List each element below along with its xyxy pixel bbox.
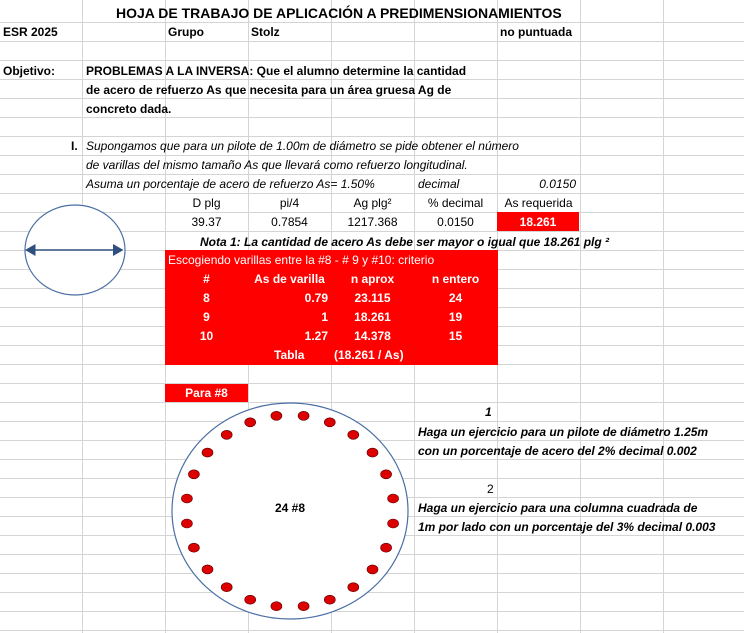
bars-cell: 0.79 [304, 291, 328, 305]
rebar-bar [388, 494, 399, 503]
rebar-bar [367, 448, 378, 457]
bars-cell: 19 [448, 310, 463, 324]
bars-cell: 1.27 [304, 329, 328, 343]
rebar-bar [367, 565, 378, 574]
objective-line-1: PROBLEMAS A LA INVERSA: Que el alumno determine la cantidad [86, 64, 467, 78]
course-label: ESR 2025 [3, 25, 58, 39]
sheet-title: HOJA DE TRABAJO DE APLICACIÓN A PREDIMENSIONAMIENTOS [116, 5, 562, 21]
exercise-line: con un porcentaje de acero del 2% decimal 0.002 [418, 444, 697, 458]
problem-number: I. [71, 139, 78, 153]
calc-header: As requerida [504, 196, 573, 210]
rebar-bar [381, 470, 392, 479]
exercise-line: Haga un ejercicio para un pilote de diámetro 1.25m [418, 425, 709, 439]
bars-cell: 24 [448, 291, 463, 305]
calc-header: pi/4 [279, 196, 300, 210]
rebar-bar [324, 595, 335, 604]
rebar-bar [324, 418, 335, 427]
rebar-bar [202, 565, 213, 574]
group-label: Grupo [168, 25, 204, 39]
rebar-bar [298, 411, 309, 420]
rebar-bar [221, 583, 232, 592]
rebar-bar [388, 519, 399, 528]
note-1: Nota 1: La cantidad de acero As debe ser mayor o igual que 18.261 plg ² [200, 235, 610, 249]
calc-value: 0.0150 [437, 215, 474, 229]
problem-line-3: Asuma un porcentaje de acero de refuerzo As= 1.50% [86, 177, 375, 191]
rebar-bar [181, 519, 192, 528]
rebar-bar [298, 602, 309, 611]
exercise-number: 2 [487, 482, 494, 496]
rebar-bar [381, 543, 392, 552]
rebar-bar [245, 595, 256, 604]
exercise-line: Haga un ejercicio para una columna cuadrada de [418, 501, 698, 515]
bars-cell: 8 [203, 291, 210, 305]
calc-value: 0.7854 [271, 215, 308, 229]
bars-footer-label: Tabla [274, 348, 305, 362]
bars-table-title: Escogiendo varillas entre la #8 - # 9 y #10: criterio [168, 253, 435, 267]
rebar-bar [271, 411, 282, 420]
exercise-number: 1 [485, 405, 492, 419]
rebar-bar [271, 602, 282, 611]
calc-header: % decimal [427, 196, 484, 210]
rebar-bar [348, 430, 359, 439]
objective-label: Objetivo: [3, 64, 56, 78]
section-label: Para #8 [185, 386, 228, 400]
rebar-bar [181, 494, 192, 503]
rebar-bar [202, 448, 213, 457]
rebar-bar [348, 583, 359, 592]
exercise-line: 1m por lado con un porcentaje del 3% decimal 0.003 [418, 520, 716, 534]
objective-line-3: concreto dada. [86, 102, 172, 116]
bars-footer-formula: (18.261 / As) [334, 348, 404, 362]
bars-cell: 9 [203, 310, 210, 324]
calc-value: 39.37 [191, 215, 222, 229]
bars-cell: 15 [448, 329, 463, 343]
decimal-label: decimal [418, 177, 460, 191]
calc-header: D plg [192, 196, 221, 210]
bars-header: As de varilla [254, 272, 325, 286]
bars-header: n aprox [350, 272, 395, 286]
section-center-label: 24 #8 [275, 501, 306, 515]
bars-cell: 23.115 [354, 291, 391, 305]
bars-cell: 1 [321, 310, 328, 324]
objective-line-2: de acero de refuerzo As que necesita para un área gruesa Ag de [86, 83, 452, 97]
bars-cell: 10 [199, 329, 214, 343]
problem-line-2: de varillas del mismo tamaño As que llevará como refuerzo longitudinal. [86, 158, 468, 172]
problem-line-1: Supongamos que para un pilote de 1.00m de diámetro se pide obtener el número [86, 139, 519, 153]
bars-cell: 18.261 [354, 310, 391, 324]
decimal-value: 0.0150 [539, 177, 576, 191]
calc-header: Ag plg² [353, 196, 392, 210]
rebar-bar [188, 543, 199, 552]
rebar-bar [221, 430, 232, 439]
group-value: Stolz [251, 25, 280, 39]
bars-header: # [203, 272, 210, 286]
bars-cell: 14.378 [354, 329, 391, 343]
bars-header: n entero [431, 272, 480, 286]
rebar-bar [188, 470, 199, 479]
calc-value: 1217.368 [347, 215, 398, 229]
grading-label: no puntuada [500, 25, 572, 39]
rebar-bar [245, 418, 256, 427]
as-required-value: 18.261 [519, 215, 557, 229]
